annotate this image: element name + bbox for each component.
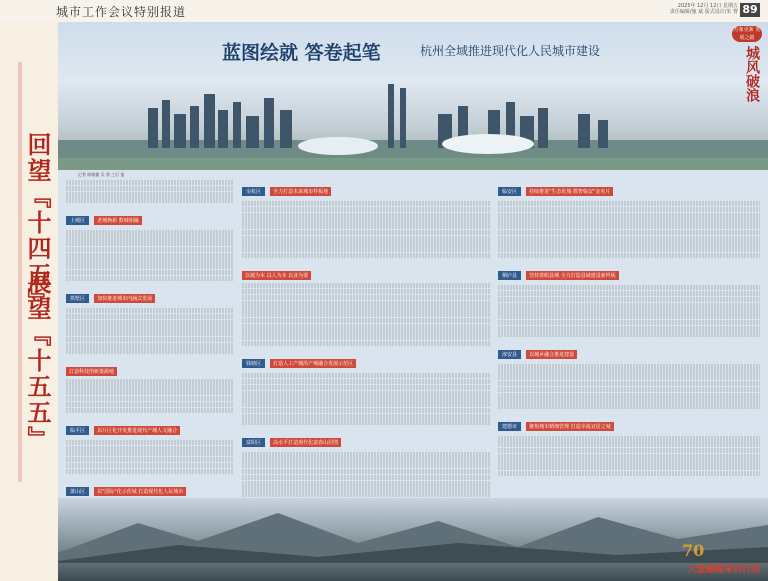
article-column bbox=[242, 178, 490, 498]
section-label: 加快推进城市内涵式发展 bbox=[94, 294, 155, 303]
main-content bbox=[58, 22, 768, 581]
anniversary-logo: 70 bbox=[682, 541, 705, 560]
section-label: 以城乡融合推进建设 bbox=[526, 350, 577, 359]
body-paragraph bbox=[498, 285, 760, 336]
issue-date: 2025年 12月 12日 星期五 bbox=[677, 3, 738, 9]
article-column bbox=[498, 178, 760, 498]
section-label: 老城焕新 数城相融 bbox=[94, 216, 142, 225]
section-block bbox=[66, 417, 234, 438]
city-skyline-illustration bbox=[58, 80, 768, 170]
district-title: 萧山区 bbox=[66, 487, 89, 496]
section-block bbox=[242, 178, 490, 199]
section-label: 坚持着眼县城 全力打造县域建设新样板 bbox=[526, 271, 619, 280]
byline: 记者 陈敏捷 吴 勇 之后 报 bbox=[78, 172, 125, 177]
subheadline: 杭州全域推进现代化人民城市建设 bbox=[420, 44, 601, 58]
section-label: 以"国际"化示范城 打造现代化人民城市 bbox=[94, 487, 186, 496]
section-label: 打造科技创新策源地 bbox=[66, 367, 117, 376]
section-block bbox=[66, 478, 234, 499]
district-title: 临平区 bbox=[66, 426, 89, 435]
body-paragraph bbox=[242, 283, 490, 346]
issue-editors: 责任编辑/施 斌 版式设计/朱 曹 bbox=[669, 9, 738, 15]
district-title: 拱墅区 bbox=[66, 294, 89, 303]
article-columns bbox=[66, 178, 760, 498]
left-slogan-band bbox=[0, 22, 59, 581]
body-paragraph bbox=[498, 201, 760, 258]
section-block bbox=[66, 285, 234, 306]
article-column bbox=[66, 178, 234, 498]
section-block bbox=[498, 341, 760, 362]
body-paragraph bbox=[498, 364, 760, 410]
section-block bbox=[498, 262, 760, 283]
section-block bbox=[66, 358, 234, 377]
hero-image bbox=[58, 22, 768, 170]
campaign-brand: 大盘融媒采访行动 bbox=[687, 565, 760, 575]
body-paragraph bbox=[498, 436, 760, 476]
section-label: 全力打造未来城市样板地 bbox=[270, 187, 331, 196]
section-block bbox=[498, 413, 760, 434]
section-block bbox=[242, 262, 490, 281]
section-label: 以片区化开发推进现代产城人文融合 bbox=[94, 426, 180, 435]
district-title: 桐庐县 bbox=[498, 271, 521, 280]
slogan-outlook: 展望『十五五』 bbox=[23, 270, 52, 452]
right-decoration bbox=[724, 22, 768, 170]
lede-paragraph bbox=[66, 180, 234, 203]
theme-tag: 万象更新 发展之路 bbox=[733, 27, 761, 41]
section-label: 高水平打造现代化富春山居图 bbox=[270, 438, 341, 447]
section-title: 城市工作会议特别报道 bbox=[56, 5, 187, 19]
bottom-landscape-image bbox=[58, 498, 768, 581]
section-block bbox=[498, 178, 760, 199]
mountain-illustration bbox=[58, 503, 768, 563]
body-paragraph bbox=[242, 201, 490, 258]
body-paragraph bbox=[242, 373, 490, 424]
district-title: 临安区 bbox=[498, 187, 521, 196]
district-title: 余杭区 bbox=[242, 187, 265, 196]
section-block bbox=[242, 350, 490, 371]
headline: 蓝图绘就 答卷起笔 bbox=[222, 42, 381, 64]
district-title: 钱塘区 bbox=[242, 359, 265, 368]
body-paragraph bbox=[66, 379, 234, 413]
body-paragraph bbox=[242, 452, 490, 498]
body-paragraph bbox=[66, 440, 234, 474]
section-block bbox=[242, 429, 490, 450]
body-paragraph bbox=[66, 308, 234, 354]
section-label: 打造人工产城沿产城融合发展示范区 bbox=[270, 359, 356, 368]
vertical-calligraphy: 城风破浪 bbox=[744, 46, 760, 102]
section-label: 聚焦城市精细管理 打造幸福宜居之城 bbox=[526, 422, 614, 431]
section-block bbox=[66, 207, 234, 228]
section-label: 以城为本 以人为本 以业为要 bbox=[242, 271, 311, 280]
slogan-review: 回望『十四五』 bbox=[23, 132, 52, 314]
district-title: 淳安县 bbox=[498, 350, 521, 359]
section-label: 持续推进"生态化城·数智临安"金名片 bbox=[526, 187, 613, 196]
district-title: 上城区 bbox=[66, 216, 89, 225]
page-number: 89 bbox=[740, 3, 760, 17]
issue-meta bbox=[670, 3, 738, 15]
page-header bbox=[0, 0, 768, 23]
district-title: 建德市 bbox=[498, 422, 521, 431]
district-title: 富阳区 bbox=[242, 438, 265, 447]
body-paragraph bbox=[66, 230, 234, 281]
